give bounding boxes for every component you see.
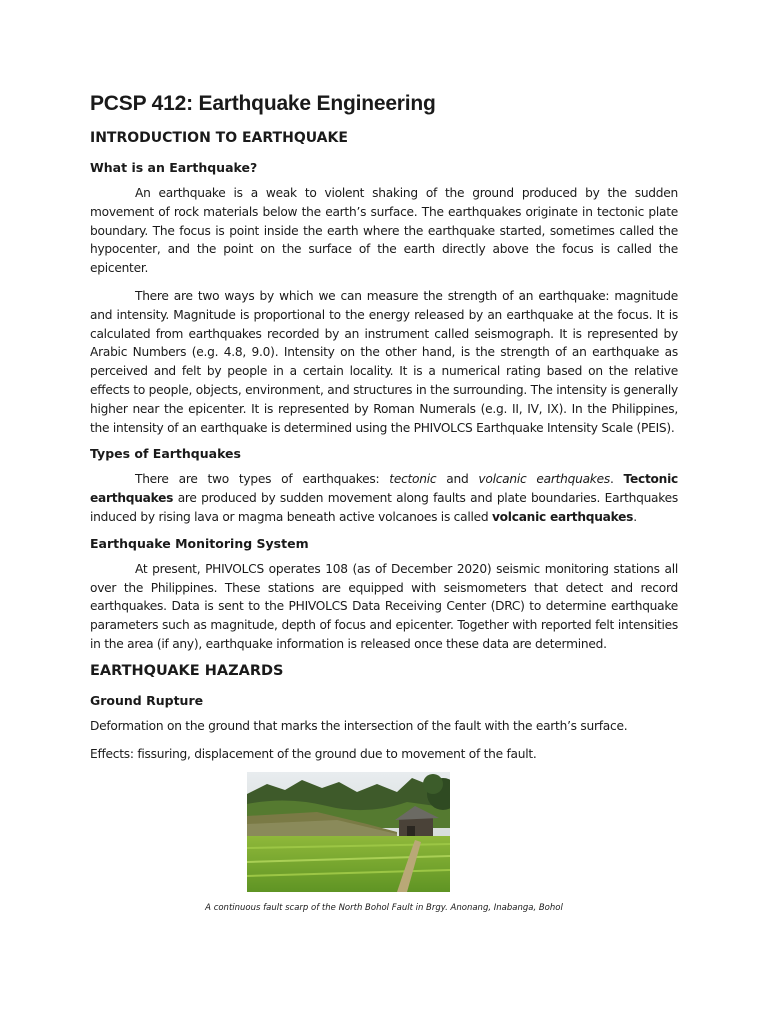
types-tectonic-bold: Tectonic earthquakes — [90, 472, 678, 506]
subheading-ground-rupture: Ground Rupture — [90, 692, 204, 708]
paragraph-magnitude-intensity: There are two ways by which we can measure the strength of an earthquake: magnitude and intensity. Magnitude is proportional to the energy released by an earthquake at the focus. It is calculated from earthquakes recorded by an instrument called seismograph. It is represented by Arabic Numbers (e.g. 4.8, 9.0). Intensity on the other hand, is the strength of an earthquake as perceived and felt by people in a certain locality. It is a numerical rating based on the relative effects to people, objects, environment, and structures in the surrounding. The intensity is generally higher near the epicenter. It is represented by Roman Numerals (e.g. II, IV, IX). In the Philippines, the intensity of an earthquake is determined using the PHIVOLCS Earthquake Intensity Scale (PEIS). — [90, 288, 678, 435]
paragraph-monitoring-system: At present, PHIVOLCS operates 108 (as of December 2020) seismic monitoring stations all over the Philippines. These stations are equipped with seismometers that detect and record earthquakes. Data is sent to the PHIVOLCS Data Receiving Center (DRC) to determine earthquake parameters such as magnitude, depth of focus and epicenter. Together with reported felt intensities in the area (if any), earthquake information is released once these data are determined. — [90, 561, 678, 651]
types-volcanic-bold: volcanic earthquakes — [491, 509, 634, 524]
section-heading-introduction: INTRODUCTION TO EARTHQUAKE — [90, 130, 348, 146]
types-volcanic-italic: volcanic earthquakes — [478, 472, 610, 487]
document-body — [90, 92, 678, 913]
document-title: PCSP 412: Earthquake Engineering — [90, 92, 436, 115]
types-tectonic-italic: tectonic — [389, 472, 437, 487]
types-text-and: and — [436, 472, 479, 487]
subheading-types-of-earthquakes: Types of Earthquakes — [90, 446, 241, 462]
fault-scarp-photo — [247, 772, 450, 892]
types-text-b: are produced by sudden movement along faults and plate boundaries. Earthquakes induced by rising lava or magma beneath active volcanoes is called — [90, 491, 678, 524]
paragraph-rupture-definition: Deformation on the ground that marks the intersection of the fault with the earth’s surface. — [90, 718, 628, 733]
subheading-monitoring-system: Earthquake Monitoring System — [90, 535, 309, 551]
figure-fault-scarp — [90, 772, 678, 913]
figure-caption: A continuous fault scarp of the North Bohol Fault in Brgy. Anonang, Inabanga, Bohol — [205, 903, 563, 914]
paragraph-earthquake-types — [90, 470, 678, 526]
subheading-what-is-earthquake: What is an Earthquake? — [90, 160, 258, 175]
types-text-end: . — [633, 509, 637, 524]
section-heading-hazards: EARTHQUAKE HAZARDS — [90, 662, 284, 679]
types-text-dot: . — [609, 472, 624, 487]
paragraph-rupture-effects: Effects: fissuring, displacement of the ground due to movement of the fault. — [90, 746, 537, 761]
paragraph-earthquake-definition: An earthquake is a weak to violent shaking of the ground produced by the sudden movement of rock materials below the earth’s surface. The earthquakes originate in tectonic plate boundary. The focus is point inside the earth where the earthquake started, sometimes called the hypocenter, and the point on the surface of the earth directly above the focus is called the epicenter. — [90, 186, 678, 276]
types-text-a: There are two types of earthquakes: — [135, 472, 390, 487]
